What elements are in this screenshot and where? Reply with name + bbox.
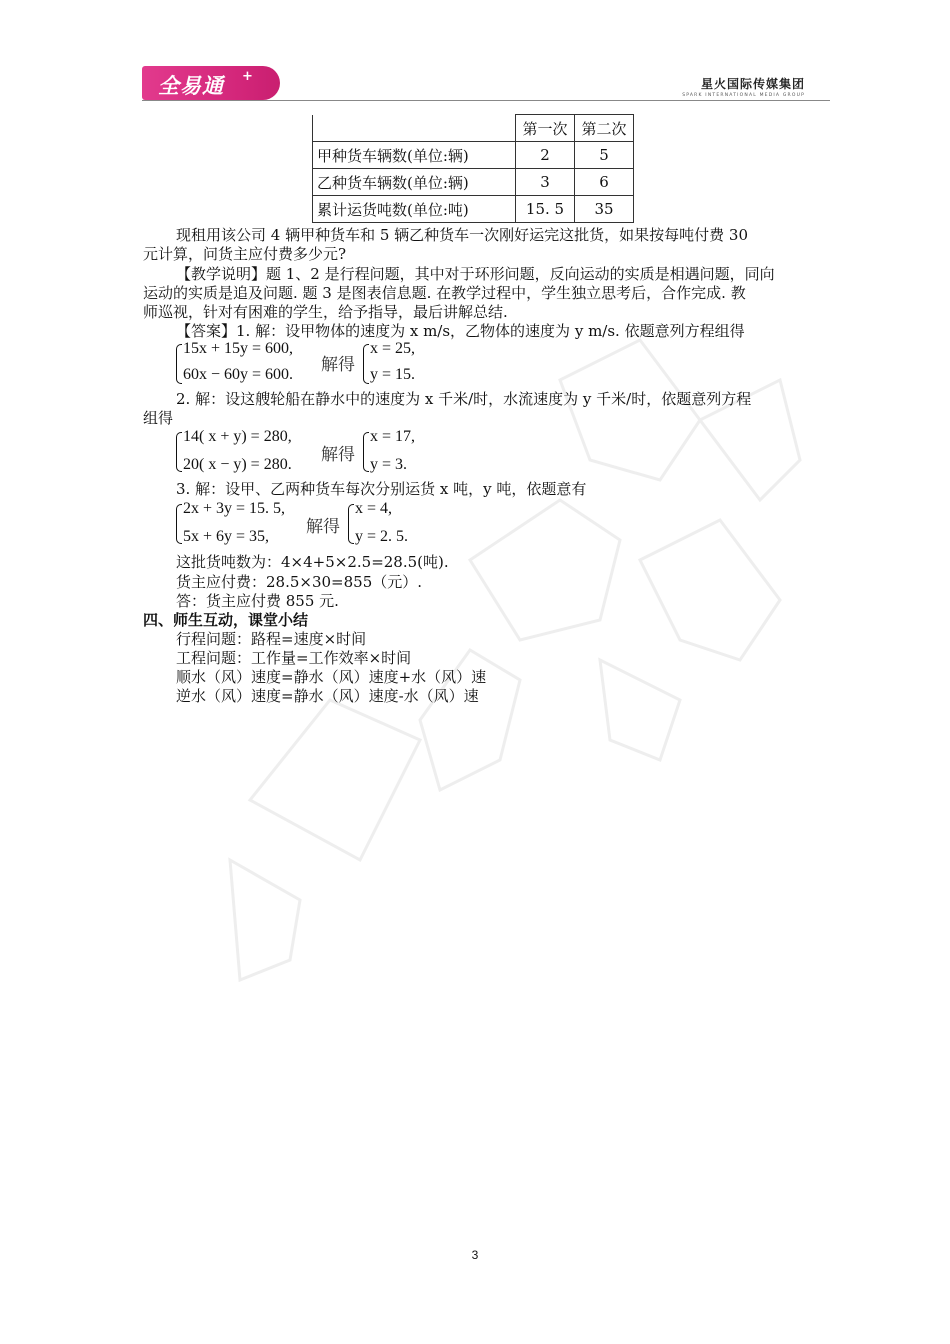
equation: 14( x + y) = 280,: [183, 428, 292, 445]
solve-label: 解得: [306, 517, 340, 537]
page-number: 3: [471, 1248, 479, 1262]
left-brace: [176, 432, 182, 472]
brand-logo: [142, 66, 280, 100]
problem-text-line: 元计算，问货主应付费多少元?: [143, 245, 347, 263]
equation: 60x − 60y = 600.: [183, 366, 294, 383]
table-row: [313, 142, 634, 169]
solution: y = 15.: [370, 366, 416, 383]
col-header-second: 第二次: [575, 115, 634, 142]
calc-line: 答：货主应付费 855 元.: [176, 592, 339, 610]
equation: 5x + 6y = 35,: [183, 528, 270, 545]
answer-2-text: 组得: [143, 409, 174, 427]
calc-line: 这批货吨数为：4×4+5×2.5=28.5(吨).: [176, 553, 449, 571]
cell-first: 15. 5: [516, 196, 575, 223]
publisher-name-en: SPARK INTERNATIONAL MEDIA GROUP: [682, 93, 805, 98]
logo-plus: +: [242, 69, 253, 84]
summary-line: 工程问题：工作量=工作效率×时间: [176, 649, 412, 667]
row-label: 甲种货车辆数(单位:辆): [313, 142, 516, 169]
header-rule: [142, 100, 830, 101]
section-heading: 四、师生互动，课堂小结: [143, 611, 309, 629]
equation: 15x + 15y = 600,: [183, 340, 294, 357]
cell-second: 6: [575, 169, 634, 196]
table-row: [313, 196, 634, 223]
col-header-first: 第一次: [516, 115, 575, 142]
solve-label: 解得: [321, 355, 355, 375]
calc-line: 货主应付费：28.5×30=855（元）.: [176, 573, 423, 591]
table-corner-cell: [313, 115, 516, 142]
equation-system-1: [176, 340, 476, 388]
solution: y = 3.: [370, 456, 408, 473]
equation: 2x + 3y = 15. 5,: [183, 500, 286, 517]
table-header-row: [313, 115, 634, 142]
equation-system-3: [176, 500, 476, 548]
summary-line: 顺水（风）速度=静水（风）速度+水（风）速: [176, 668, 487, 686]
equation-system-2: [176, 428, 476, 476]
left-brace: [363, 432, 369, 472]
left-brace: [176, 504, 182, 544]
answer-3-text: 3. 解：设甲、乙两种货车每次分别运货 x 吨，y 吨，依题意有: [176, 480, 587, 498]
teaching-note-line: 师巡视，针对有困难的学生，给予指导，最后讲解总结.: [143, 303, 508, 321]
left-brace: [176, 344, 182, 384]
solution: x = 4,: [355, 500, 393, 517]
summary-line: 行程问题：路程=速度×时间: [176, 630, 367, 648]
publisher-brand: [682, 75, 805, 98]
table-row: [313, 169, 634, 196]
solution: x = 17,: [370, 428, 416, 445]
equation: 20( x − y) = 280.: [183, 456, 292, 473]
logo-text: 全易通: [158, 74, 224, 98]
solution: x = 25,: [370, 340, 416, 357]
row-label: 累计运货吨数(单位:吨): [313, 196, 516, 223]
left-brace: [363, 344, 369, 384]
cell-first: 3: [516, 169, 575, 196]
solution: y = 2. 5.: [355, 528, 409, 545]
teaching-note-line: 【教学说明】题 1、2 是行程问题，其中对于环形问题，反向运动的实质是相遇问题，同向: [176, 265, 775, 283]
publisher-name-cn: 星火国际传媒集团: [700, 77, 805, 91]
cell-second: 5: [575, 142, 634, 169]
cell-second: 35: [575, 196, 634, 223]
left-brace: [348, 504, 354, 544]
row-label: 乙种货车辆数(单位:辆): [313, 169, 516, 196]
cargo-table: [312, 114, 634, 223]
teaching-note-line: 运动的实质是追及问题. 题 3 是图表信息题. 在教学过程中，学生独立思考后，合作完成. 教: [143, 284, 746, 302]
solve-label: 解得: [321, 445, 355, 465]
answer-2-text: 2. 解：设这艘轮船在静水中的速度为 x 千米/时，水流速度为 y 千米/时，依题意列方程: [176, 390, 752, 408]
problem-text-line: 现租用该公司 4 辆甲种货车和 5 辆乙种货车一次刚好运完这批货，如果按每吨付费 30: [176, 226, 749, 244]
answer-1-text: 【答案】1. 解：设甲物体的速度为 x m/s，乙物体的速度为 y m/s. 依题意列方程组得: [176, 322, 745, 340]
cell-first: 2: [516, 142, 575, 169]
summary-line: 逆水（风）速度=静水（风）速度-水（风）速: [176, 687, 479, 705]
